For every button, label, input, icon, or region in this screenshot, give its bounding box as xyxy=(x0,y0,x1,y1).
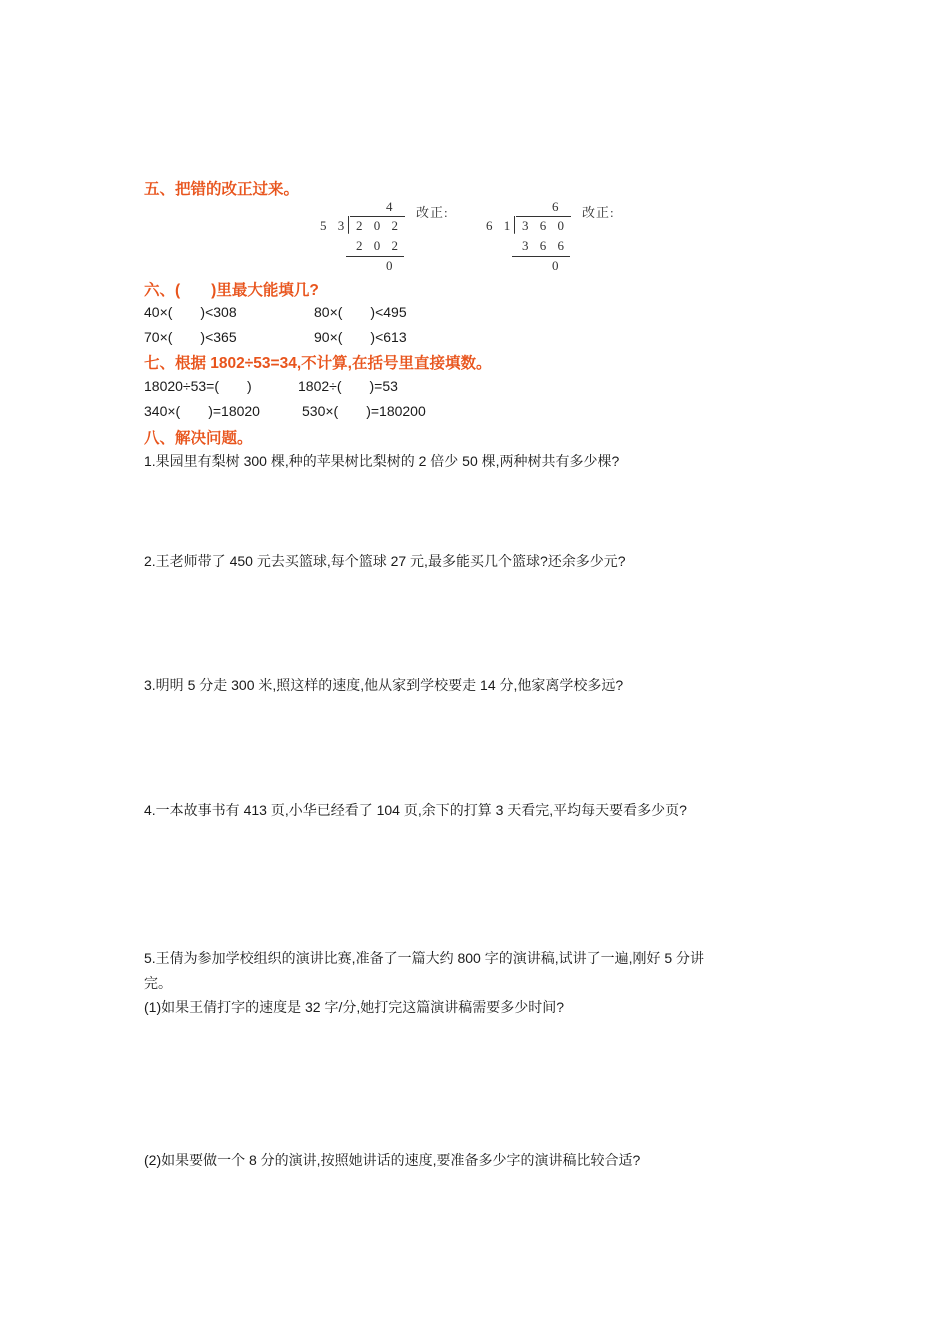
section-5-title: 五、把错的改正过来。 xyxy=(144,181,300,198)
question-5-sub-2: (2)如果要做一个 8 分的演讲,按照她讲话的速度,要准备多少字的演讲稿比较合适? xyxy=(144,1152,641,1168)
question-5-sub-1: (1)如果王倩打字的速度是 32 字/分,她打完这篇演讲稿需要多少时间? xyxy=(144,999,565,1015)
dividend: 3 6 0 xyxy=(522,218,568,233)
product: 2 0 2 xyxy=(356,238,402,253)
division-bar xyxy=(350,216,405,217)
quotient: 6 xyxy=(552,199,563,214)
exercise-item: 90×( )<613 xyxy=(314,329,407,345)
division-bar xyxy=(516,216,571,217)
question-3: 3.明明 5 分走 300 米,照这样的速度,他从家到学校要走 14 分,他家离学校多远? xyxy=(144,677,624,693)
divisor: 5 3 xyxy=(320,218,349,233)
divisor: 6 1 xyxy=(486,218,515,233)
remainder: 0 xyxy=(386,258,397,273)
dividend: 2 0 2 xyxy=(356,218,402,233)
question-1: 1.果园里有梨树 300 棵,种的苹果树比梨树的 2 倍少 50 棵,两种树共有多少棵? xyxy=(144,453,620,469)
subtraction-bar xyxy=(346,256,404,257)
exercise-item: 1802÷( )=53 xyxy=(298,378,398,394)
exercise-item: 340×( )=18020 xyxy=(144,403,260,419)
fix-label: 改正: xyxy=(582,205,615,220)
exercise-item: 40×( )<308 xyxy=(144,304,237,320)
product: 3 6 6 xyxy=(522,238,568,253)
exercise-item: 80×( )<495 xyxy=(314,304,407,320)
exercise-item: 70×( )<365 xyxy=(144,329,237,345)
quotient: 4 xyxy=(386,199,397,214)
remainder: 0 xyxy=(552,258,563,273)
exercise-item: 18020÷53=( ) xyxy=(144,378,252,394)
exercise-item: 530×( )=180200 xyxy=(302,403,426,419)
subtraction-bar xyxy=(512,256,570,257)
question-4: 4.一本故事书有 413 页,小华已经看了 104 页,余下的打算 3 天看完,平均每天要看多少页? xyxy=(144,802,687,818)
section-8-title: 八、解决问题。 xyxy=(144,430,253,447)
question-5-line-1: 5.王倩为参加学校组织的演讲比赛,准备了一篇大约 800 字的演讲稿,试讲了一遍,刚好 5 分讲 xyxy=(144,950,705,966)
question-5-line-2: 完。 xyxy=(144,975,172,991)
section-6-title: 六、( )里最大能填几? xyxy=(144,282,319,299)
question-2: 2.王老师带了 450 元去买篮球,每个篮球 27 元,最多能买几个篮球?还余多少元? xyxy=(144,553,626,569)
fix-label: 改正: xyxy=(416,205,449,220)
section-7-title: 七、根据 1802÷53=34,不计算,在括号里直接填数。 xyxy=(144,355,492,372)
